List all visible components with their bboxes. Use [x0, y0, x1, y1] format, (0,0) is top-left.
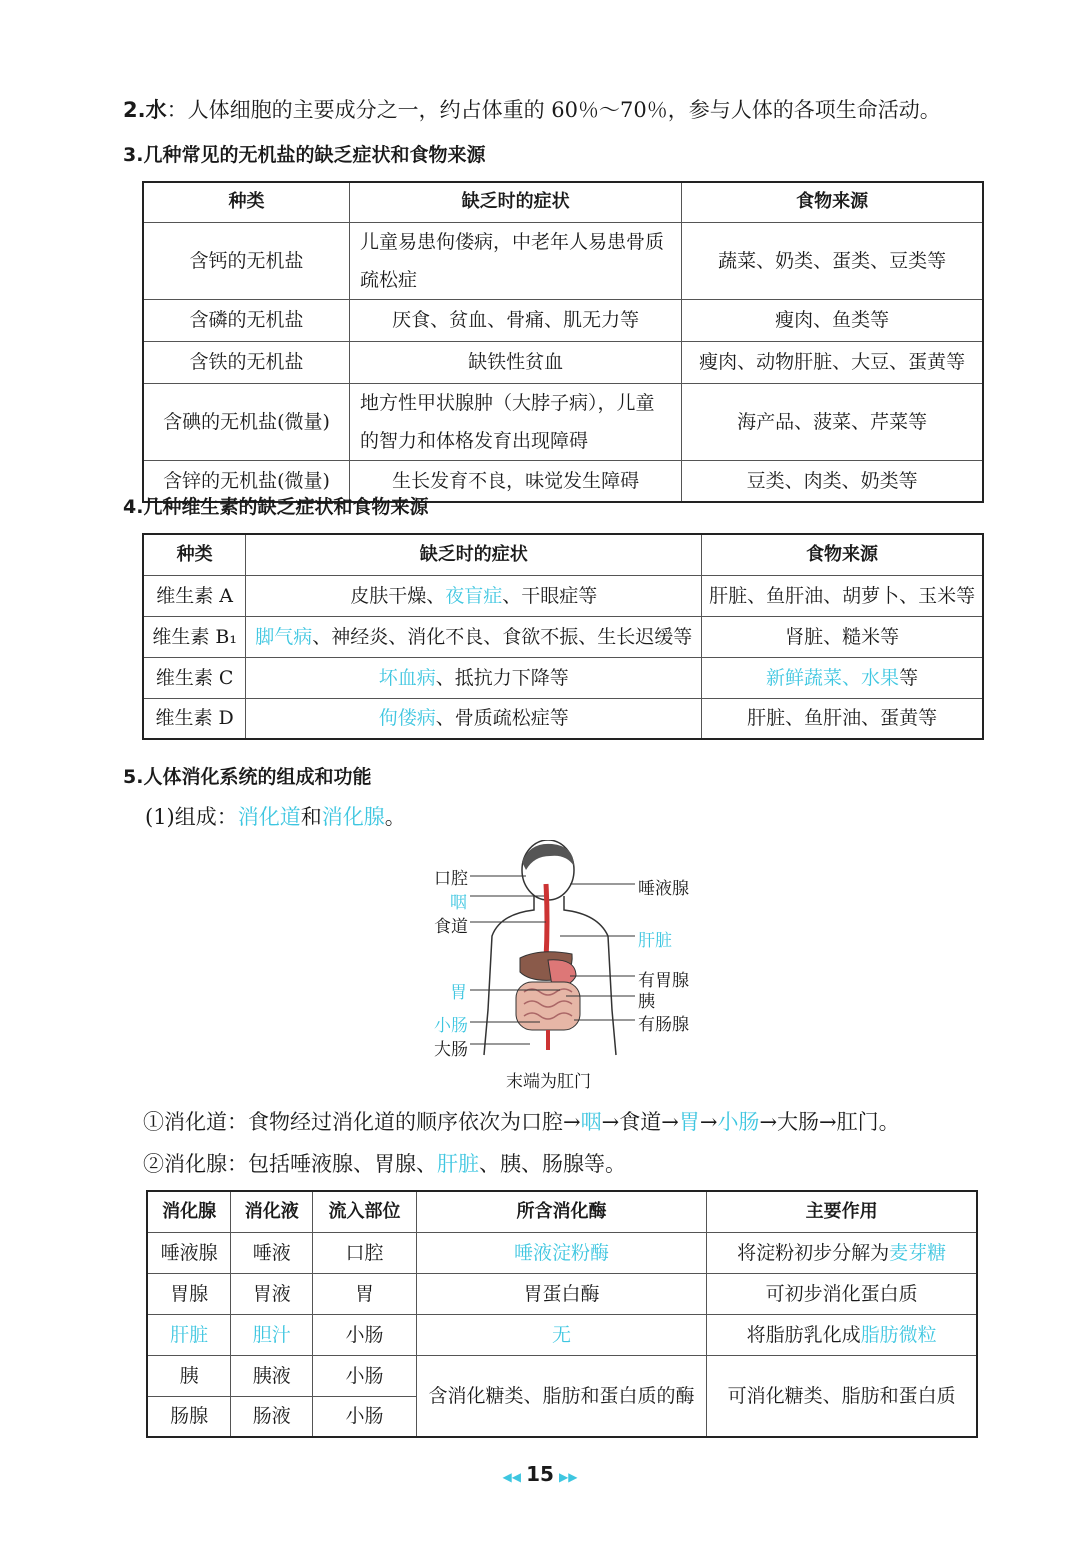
- col-header: 消化腺: [147, 1191, 231, 1232]
- table-row: 胰 胰液 小肠 含消化糖类、脂肪和蛋白质的酶 可消化糖类、脂肪和蛋白质: [147, 1355, 977, 1396]
- cell: 地方性甲状腺肿（大脖子病），儿童的智力和体格发育出现障碍: [350, 383, 682, 460]
- col-header: 所含消化酶: [416, 1191, 706, 1232]
- digestion-table: [146, 1190, 978, 1438]
- label-small-intestine: 小肠: [434, 1016, 468, 1036]
- col-header: 缺乏时的症状: [246, 534, 702, 575]
- section-4-title: 4.几种维生素的缺乏症状和食物来源: [123, 496, 429, 518]
- water-heading: 2.水: [123, 98, 167, 122]
- next-arrow-icon: ▶▶: [559, 1470, 578, 1484]
- cell: 生长发育不良，味觉发生障碍: [350, 460, 682, 502]
- cell: 肝脏、鱼肝油、胡萝卜、玉米等: [702, 575, 983, 616]
- prev-arrow-icon: ◀◀: [502, 1470, 521, 1484]
- col-header: 食物来源: [702, 534, 983, 575]
- label-salivary: 唾液腺: [638, 879, 689, 899]
- water-text: ：人体细胞的主要成分之一，约占体重的 60％～70％，参与人体的各项生命活动。: [166, 98, 941, 122]
- label-gastric: 有胃腺: [638, 971, 689, 991]
- cell: 新鲜蔬菜、水果等: [702, 657, 983, 698]
- cell: 儿童易患佝偻病，中老年人易患骨质疏松症: [350, 222, 682, 299]
- section-3-title: 3.几种常见的无机盐的缺乏症状和食物来源: [123, 144, 486, 166]
- col-header: 流入部位: [313, 1191, 417, 1232]
- cell: 含锌的无机盐(微量): [143, 460, 350, 502]
- cell: 皮肤干燥、夜盲症、干眼症等: [246, 575, 702, 616]
- table-row: 肠腺 肠液 小肠: [147, 1396, 977, 1437]
- table-row: [143, 341, 983, 383]
- cell: 含磷的无机盐: [143, 299, 350, 341]
- diagram-caption: 末端为肛门: [506, 1072, 591, 1092]
- table-row: 唾液腺 唾液 口腔 唾液淀粉酶 将淀粉初步分解为麦芽糖: [147, 1232, 977, 1273]
- cell: 坏血病、抵抗力下降等: [246, 657, 702, 698]
- cell: 维生素 D: [143, 698, 246, 739]
- col-header: 消化液: [231, 1191, 313, 1232]
- table-row: [143, 222, 983, 299]
- cell: 瘦肉、动物肝脏、大豆、蛋黄等: [682, 341, 983, 383]
- label-pancreas: 胰: [638, 992, 655, 1012]
- water-line: [123, 94, 941, 124]
- col-header: 种类: [143, 534, 246, 575]
- label-large-intestine: 大肠: [434, 1040, 468, 1060]
- vitamin-table: [142, 533, 984, 740]
- glands-line: ②消化腺：包括唾液腺、胃腺、肝脏、胰、肠腺等。: [143, 1152, 626, 1176]
- col-header: 种类: [143, 182, 350, 222]
- cell: 缺铁性贫血: [350, 341, 682, 383]
- cell: 厌食、贫血、骨痛、肌无力等: [350, 299, 682, 341]
- cell: 维生素 A: [143, 575, 246, 616]
- cell: 佝偻病、骨质疏松症等: [246, 698, 702, 739]
- mineral-table: [142, 181, 984, 503]
- table-row: 胃腺 胃液 胃 胃蛋白酶 可初步消化蛋白质: [147, 1273, 977, 1314]
- table-row: [143, 299, 983, 341]
- label-esophagus: 食道: [434, 917, 468, 937]
- col-header: 主要作用: [707, 1191, 977, 1232]
- cell: 豆类、肉类、奶类等: [682, 460, 983, 502]
- label-stomach: 胃: [450, 983, 467, 1003]
- label-liver: 肝脏: [638, 931, 672, 951]
- page-number: 15: [526, 1462, 554, 1486]
- cell: 含钙的无机盐: [143, 222, 350, 299]
- cell: 维生素 B₁: [143, 616, 246, 657]
- page-footer: [0, 1462, 1080, 1486]
- table-row: [143, 657, 983, 698]
- table-row: 肝脏 胆汁 小肠 无 将脂肪乳化成脂肪微粒: [147, 1314, 977, 1355]
- cell: 脚气病、神经炎、消化不良、食欲不振、生长迟缓等: [246, 616, 702, 657]
- label-intestinal: 有肠腺: [638, 1015, 689, 1035]
- cell: 维生素 C: [143, 657, 246, 698]
- table-row: [143, 616, 983, 657]
- cell: 含铁的无机盐: [143, 341, 350, 383]
- table-row: [143, 575, 983, 616]
- cell: 肾脏、糙米等: [702, 616, 983, 657]
- tract-line: ①消化道：食物经过消化道的顺序依次为口腔→咽→食道→胃→小肠→大肠→肛门。: [143, 1110, 900, 1134]
- col-header: 食物来源: [682, 182, 983, 222]
- cell: 蔬菜、奶类、蛋类、豆类等: [682, 222, 983, 299]
- label-mouth: 口腔: [434, 869, 468, 889]
- composition-line: (1)组成：消化道和消化腺。: [145, 805, 406, 829]
- col-header: 缺乏时的症状: [350, 182, 682, 222]
- cell: 海产品、菠菜、芹菜等: [682, 383, 983, 460]
- cell: 肝脏、鱼肝油、蛋黄等: [702, 698, 983, 739]
- digestive-diagram: [470, 840, 640, 1062]
- label-pharynx: 咽: [450, 893, 467, 913]
- table-row: [143, 698, 983, 739]
- cell: 瘦肉、鱼类等: [682, 299, 983, 341]
- section-5-title: 5.人体消化系统的组成和功能: [123, 766, 372, 788]
- cell: 含碘的无机盐(微量): [143, 383, 350, 460]
- table-row: [143, 383, 983, 460]
